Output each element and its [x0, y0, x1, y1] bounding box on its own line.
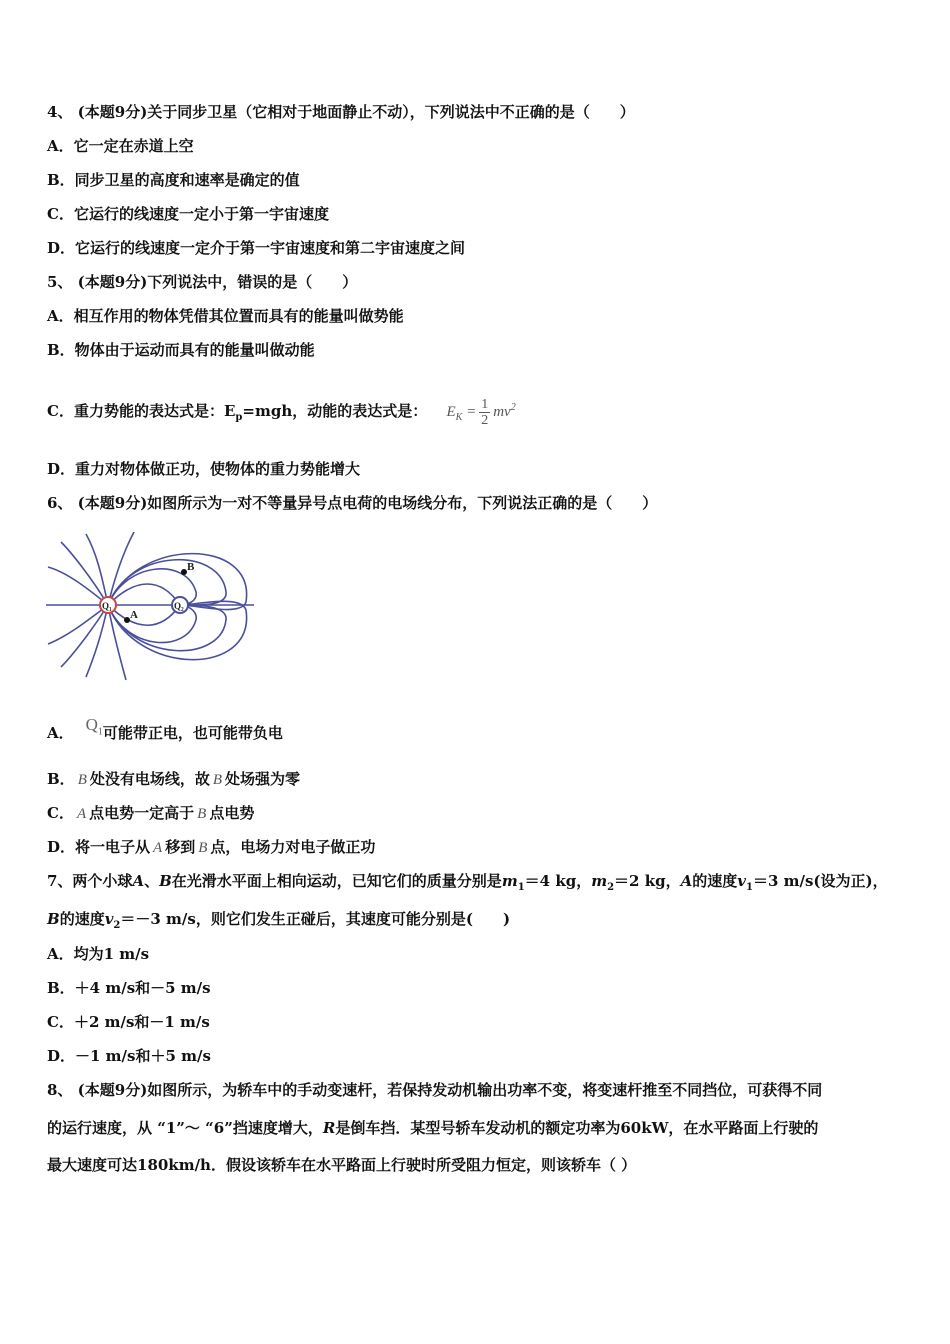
q6-d-text-2: 点，电场力对电子做正功	[210, 838, 376, 856]
q7-option-b: B．＋4 m/s和－5 m/s	[47, 979, 211, 997]
q7-separator: 、	[144, 872, 160, 890]
q7-option-d: D．－1 m/s和＋5 m/s	[47, 1047, 211, 1065]
q6-stem: 6、 (本题9分)如图所示为一对不等量异号点电荷的电场线分布，下列说法正确的是（ ）	[47, 494, 658, 512]
q6-option-d-label: D．将一电子从	[47, 838, 151, 856]
fraction-denominator: 2	[481, 413, 489, 429]
q7-m2-value: ＝2 kg，	[614, 872, 681, 890]
charge-q1-label: Q₁	[102, 601, 112, 611]
mv-exponent: 2	[510, 402, 516, 413]
ek-symbol: E	[446, 404, 456, 420]
ek-equals: =	[466, 404, 477, 420]
q7-ball-a: A	[132, 872, 145, 890]
q7-v1-symbol: v	[737, 872, 746, 890]
q7-text-2: 在光滑水平面上相向运动，已知它们的质量分别是	[171, 872, 502, 890]
q6-option-c-label: C．	[47, 804, 74, 822]
q1-symbol	[85, 715, 103, 738]
ep-symbol: E	[223, 402, 236, 420]
q7-v2-symbol: v	[104, 910, 114, 928]
q8-stem-line-1: 8、 (本题9分)如图所示，为轿车中的手动变速杆，若保持发动机输出功率不变，将变速杆推至不同挡位，可获得不同	[47, 1081, 823, 1099]
q4-option-d: D．它运行的线速度一定介于第一宇宙速度和第二宇宙速度之间	[47, 239, 466, 257]
q7-m1-subscript: 1	[517, 882, 525, 893]
ek-formula	[446, 397, 516, 429]
ep-formula: =mgh，动能的表达式是：	[242, 402, 428, 420]
field-lines	[46, 532, 254, 680]
q6-d-text-1: 移到	[165, 838, 196, 856]
q7-m1-value: ＝4 kg，	[524, 872, 592, 890]
q7-m2-subscript: 2	[607, 882, 615, 893]
q7-v2-subscript: 2	[113, 920, 121, 931]
q7-text-3: 的速度	[692, 872, 738, 890]
q5-option-c	[47, 386, 516, 440]
q8-stem-line-2	[47, 1118, 818, 1138]
q7-v1-value: ＝3 m/s(设为正)，	[752, 872, 888, 890]
q7-ball-a-2: A	[680, 872, 693, 890]
q1-subscript: 1	[97, 726, 103, 738]
q7-stem-line-2	[47, 909, 510, 936]
q7-m1-symbol: m	[501, 872, 518, 890]
q6-d-symbol-2: B	[198, 840, 208, 856]
q7-text-4: 的速度	[59, 910, 105, 928]
q8-text-2: 是倒车挡．某型号轿车发动机的额定功率为60kW，在水平路面上行驶的	[335, 1119, 819, 1137]
q8-reverse-gear: R	[322, 1119, 336, 1137]
point-b-label: B	[187, 561, 195, 573]
q6-c-text-1: 点电势一定高于	[89, 804, 195, 822]
mv-term: mv	[493, 404, 511, 420]
q4-option-c: C．它运行的线速度一定小于第一宇宙速度	[47, 205, 329, 223]
q6-c-symbol-2: B	[197, 806, 207, 822]
q7-option-a: A．均为1 m/s	[47, 945, 150, 963]
q6-b-symbol-2: B	[212, 772, 223, 788]
point-a-label: A	[130, 609, 138, 621]
q6-d-symbol-1: A	[153, 840, 163, 856]
q6-option-c	[47, 803, 254, 824]
q4-option-a: A．它一定在赤道上空	[47, 137, 194, 155]
q5-option-c-text: C．重力势能的表达式是：	[47, 402, 224, 420]
q5-stem: 5、 (本题9分)下列说法中，错误的是（ ）	[47, 273, 358, 291]
q6-b-text-2: 处场强为零	[225, 770, 301, 788]
fraction-numerator: 1	[481, 397, 489, 413]
q4-stem: 4、 (本题9分)关于同步卫星（它相对于地面静止不动），下列说法中不正确的是（ ）	[47, 103, 635, 121]
q7-ball-b: B	[159, 872, 172, 890]
q7-v1-subscript: 1	[745, 882, 753, 893]
q4-option-b: B．同步卫星的高度和速率是确定的值	[47, 171, 300, 189]
q7-ball-b-2: B	[47, 910, 60, 928]
q6-option-a-text: 可能带正电，也可能带负电	[102, 724, 283, 742]
q6-option-b-label: B．	[47, 770, 75, 788]
q6-b-text-1: 处没有电场线，故	[89, 770, 210, 788]
ep-subscript: p	[235, 412, 243, 423]
q6-option-a-label: A．	[47, 724, 74, 742]
q5-option-b: B．物体由于运动而具有的能量叫做动能	[47, 341, 315, 359]
q1-letter: Q	[85, 715, 98, 734]
q6-c-symbol-1: A	[76, 806, 87, 822]
q6-b-symbol-1: B	[77, 772, 87, 788]
q6-c-text-2: 点电势	[209, 804, 255, 822]
q7-text-1: 7、两个小球	[47, 872, 133, 890]
q7-m2-symbol: m	[591, 872, 608, 890]
q7-text-5: ＝－3 m/s，则它们发生正碰后，其速度可能分别是( )	[120, 910, 511, 928]
q7-stem-line-1	[47, 871, 888, 898]
ek-subscript: K	[455, 412, 463, 423]
q8-text-1: 的运行速度，从 “1”～ “6”挡速度增大，	[47, 1119, 323, 1137]
q6-option-d	[47, 837, 375, 858]
q7-option-c: C．＋2 m/s和－1 m/s	[47, 1013, 210, 1031]
half-fraction	[479, 397, 490, 428]
q5-option-d: D．重力对物体做正功，使物体的重力势能增大	[47, 460, 361, 478]
q6-option-a	[47, 715, 283, 755]
q5-option-a: A．相互作用的物体凭借其位置而具有的能量叫做势能	[47, 307, 404, 325]
charge-q2-label: Q₂	[174, 601, 184, 611]
q8-stem-line-3: 最大速度可达180km/h．假设该轿车在水平路面上行驶时所受阻力恒定，则该轿车（ ）	[47, 1156, 637, 1174]
electric-field-diagram	[46, 532, 256, 682]
q6-option-b	[47, 769, 300, 790]
